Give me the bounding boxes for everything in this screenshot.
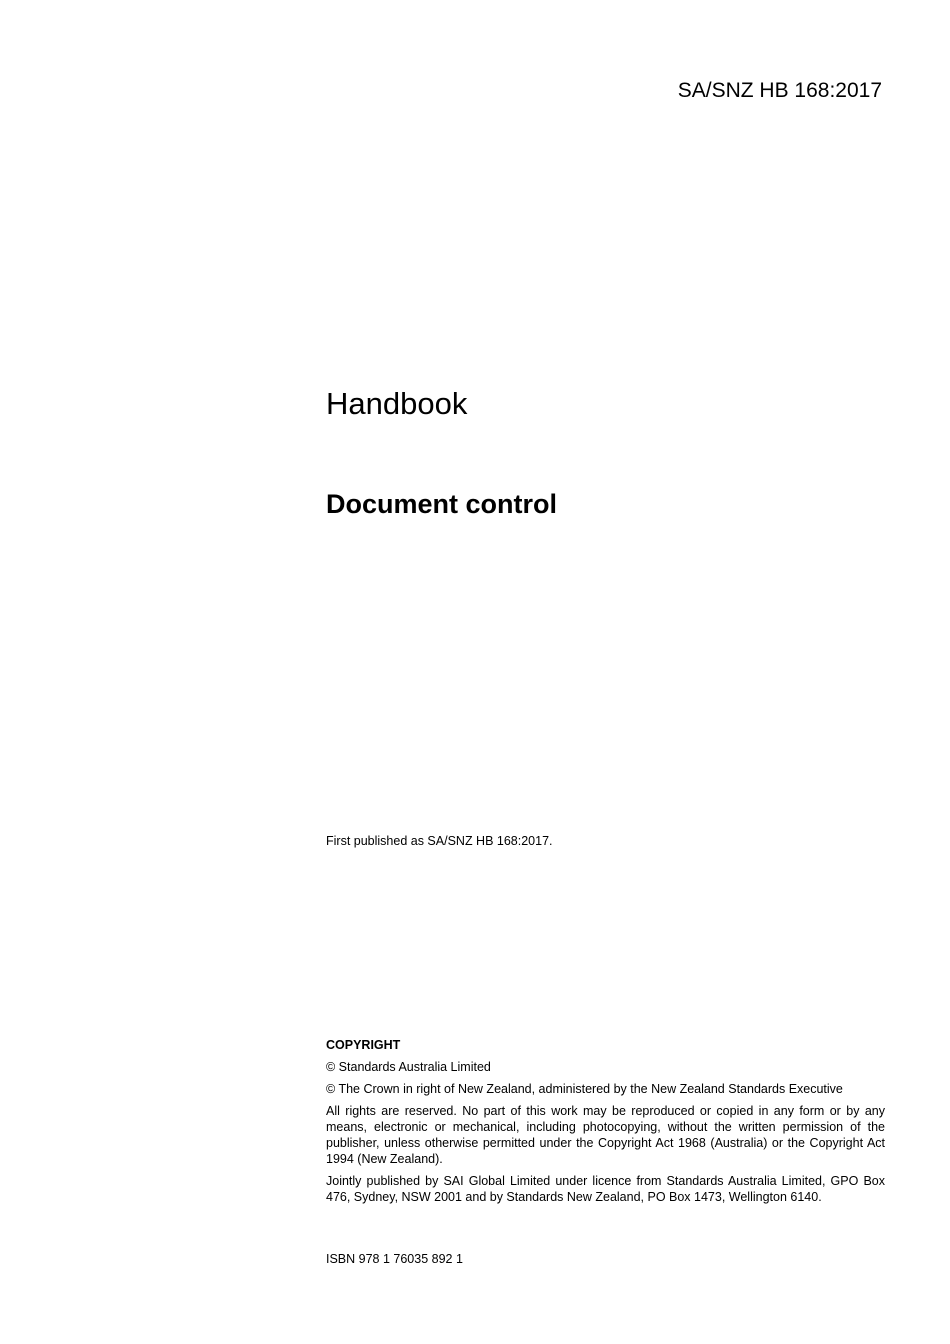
first-published-note: First published as SA/SNZ HB 168:2017. (326, 834, 553, 848)
copyright-heading: COPYRIGHT (326, 1038, 401, 1052)
copyright-section (326, 1037, 885, 1211)
isbn-number: ISBN 978 1 76035 892 1 (326, 1252, 463, 1266)
document-title: Document control (326, 489, 558, 519)
copyright-holder-australia: © Standards Australia Limited (326, 1060, 491, 1074)
copyright-holder-new-zealand: © The Crown in right of New Zealand, administered by the New Zealand Standards Executive (326, 1082, 843, 1096)
rights-reserved-paragraph: All rights are reserved. No part of this work may be reproduced or copied in any form or by any means, electronic or mechanical, including photocopying, without the written permission of the publisher, unless otherwise permitted under the Copyright Act 1968 (Australia) or the Copyright Act 1994 (New Zealand). (326, 1104, 885, 1166)
document-id: SA/SNZ HB 168:2017 (677, 79, 882, 102)
publisher-paragraph: Jointly published by SAI Global Limited under licence from Standards Australia Limited, GPO Box 476, Sydney, NSW 2001 and by Standards New Zealand, PO Box 1473, Wellington 6140. (326, 1174, 885, 1204)
document-type-label: Handbook (326, 386, 468, 421)
